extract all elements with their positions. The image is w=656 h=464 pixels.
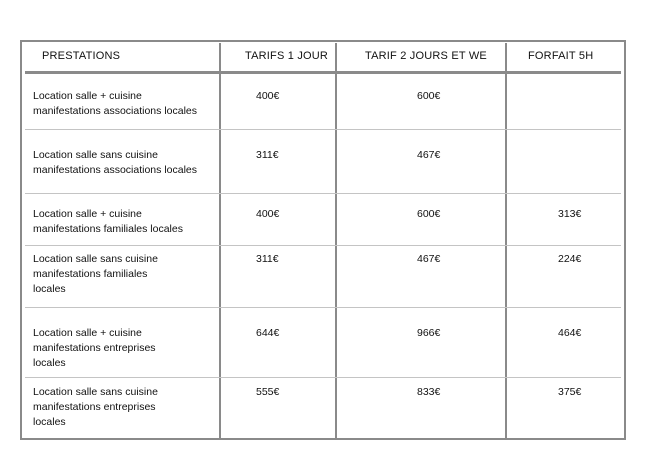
header-tarifs-1-jour: TARIFS 1 JOUR <box>245 50 329 62</box>
table-cell-tarif-2-jours: 600€ <box>417 90 441 102</box>
header-divider <box>25 71 621 74</box>
table-cell-tarif-1-jour: 644€ <box>256 327 280 339</box>
row-divider <box>25 245 621 246</box>
table-cell-tarif-2-jours: 467€ <box>417 253 441 265</box>
column-divider <box>219 43 221 440</box>
table-cell-tarif-1-jour: 400€ <box>256 90 280 102</box>
table-row-label: Location salle + cuisine manifestations familiales locales <box>33 208 183 235</box>
table-cell-tarif-1-jour: 400€ <box>256 208 280 220</box>
row-divider <box>25 129 621 130</box>
table-cell-tarif-2-jours: 833€ <box>417 386 441 398</box>
table-cell-tarif-2-jours: 600€ <box>417 208 441 220</box>
table-cell-forfait-5h: 224€ <box>558 253 582 265</box>
table-cell-forfait-5h: 375€ <box>558 386 582 398</box>
table-row-label: Location salle + cuisine manifestations associations locales <box>33 90 198 117</box>
table-cell-forfait-5h: 313€ <box>558 208 582 220</box>
table-cell-forfait-5h: 464€ <box>558 327 582 339</box>
header-tarif-2-jours: TARIF 2 JOURS ET WE <box>365 50 487 62</box>
table-cell-tarif-1-jour: 311€ <box>256 149 279 161</box>
table-row-label: Location salle sans cuisine manifestations familiales locales <box>33 253 158 295</box>
table-row-label: Location salle sans cuisine manifestations associations locales <box>33 149 198 176</box>
column-divider <box>505 43 507 440</box>
table-cell-tarif-2-jours: 966€ <box>417 327 441 339</box>
row-divider <box>25 377 621 378</box>
row-divider <box>25 193 621 194</box>
table-cell-tarif-1-jour: 311€ <box>256 253 279 265</box>
table-row-label: Location salle + cuisine manifestations entreprises locales <box>33 327 156 369</box>
table-row-label: Location salle sans cuisine manifestations entreprises locales <box>33 386 158 428</box>
header-prestations: PRESTATIONS <box>42 50 121 62</box>
header-forfait-5h: FORFAIT 5H <box>528 50 594 62</box>
column-divider <box>335 43 337 440</box>
table-cell-tarif-2-jours: 467€ <box>417 149 441 161</box>
row-divider <box>25 307 621 308</box>
table-cell-tarif-1-jour: 555€ <box>256 386 280 398</box>
